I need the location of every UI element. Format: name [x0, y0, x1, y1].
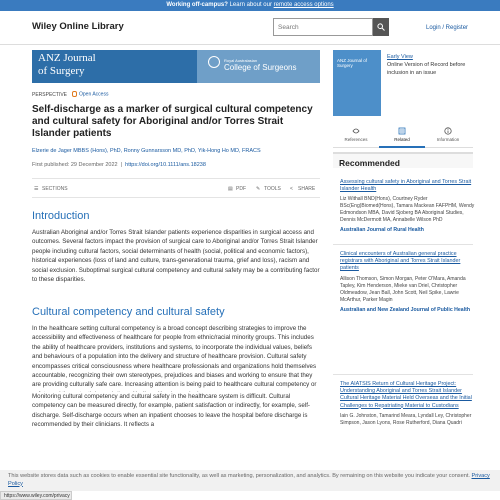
early-view-link[interactable]: Early View	[387, 54, 413, 60]
tab-related[interactable]	[379, 124, 425, 148]
tools-icon: ✎	[256, 186, 261, 192]
doi-link[interactable]: https://doi.org/10.1111/ans.18238	[125, 162, 206, 168]
tab-references[interactable]	[333, 124, 379, 148]
sidebar-tabs	[333, 124, 473, 148]
recommended-item	[340, 251, 475, 314]
recommended-journal[interactable]: Australian and New Zealand Journal of Public Health	[340, 306, 470, 313]
tab-related-label: Related	[394, 137, 410, 142]
cookie-banner	[0, 470, 500, 491]
info-icon	[444, 127, 452, 135]
tab-information[interactable]	[425, 124, 471, 148]
recommended-title-link[interactable]: Assessing cultural safety in Aboriginal and Torres Strait Islander Health	[340, 179, 472, 193]
first-published-date: 29 December 2022	[70, 162, 118, 168]
recommended-title-link[interactable]: Clinical encounters of Australian general practice registrars with Aboriginal and Torres Strait Islander patients	[340, 251, 461, 272]
first-published-label: First published:	[32, 162, 70, 168]
section-heading-cultural-competency: Cultural competency and cultural safety	[32, 306, 225, 318]
remote-access-text: Learn about our	[229, 2, 272, 8]
search-icon	[377, 23, 385, 31]
tools-button[interactable]: TOOLS	[264, 186, 281, 192]
sections-icon: ☰	[34, 186, 39, 192]
sections-button[interactable]: SECTIONS	[42, 186, 68, 192]
college-seal-icon	[208, 56, 220, 68]
recommended-authors: Allison Thomson, Simon Morgan, Peter O'Mara, Amanda Tapley, Kim Henderson, Mieke van Driel, Christopher Oldmeadow, Jean Ball, John Scott, Neil Spike, Lawrie McArthur, Parker Magin	[340, 275, 466, 303]
recommended-title-link[interactable]: The AIATSIS Return of Cultural Heritage Project: Understanding Aboriginal and Torres Strait Islander Cultural Heritage Material Held Overseas and the Initial Challenges to Repatriating Material to Custodians	[340, 381, 472, 409]
recommended-item	[340, 179, 475, 234]
open-access-icon	[72, 91, 77, 97]
article-type: PERSPECTIVE	[32, 92, 68, 98]
pdf-icon: ▤	[228, 186, 233, 192]
search-button[interactable]	[373, 18, 389, 36]
related-icon	[398, 127, 406, 135]
open-access-badge	[72, 91, 108, 97]
remote-access-bar	[0, 0, 500, 11]
pdf-button[interactable]: PDF	[236, 186, 246, 192]
share-button[interactable]: SHARE	[298, 186, 316, 192]
wiley-logo[interactable]: Wiley Online Library	[32, 21, 124, 32]
privacy-policy-link[interactable]: Privacy Policy	[8, 473, 490, 487]
search-input[interactable]: Search	[273, 18, 373, 36]
article-authors[interactable]: Elzerie de Jager MBBS (Hons), PhD, Ronny Gunnarsson MD, PhD, Yik-Hong Ho MD, FRACS	[32, 148, 261, 154]
open-access-label: Open Access	[79, 91, 109, 98]
intro-paragraph: Australian Aboriginal and/or Torres Strait Islander patients experience disparities in surgical access and outcomes. Several factors impact the provision of surgical care to Aboriginal and/or Torres Strait Islander people including cultural factors, social determinants of health (social, political and economic factors), historical experiences (loss of land and culture, trans-generational trauma, grief and loss), racism and social exclusion. Suboptimal surgical cultural competency and cultural safety may be a contributing factor to these disparities.	[32, 229, 320, 284]
recommended-divider	[333, 244, 473, 245]
tab-references-label: References	[344, 137, 368, 142]
site-header	[0, 11, 500, 45]
cultural-competency-paragraph: In the healthcare setting cultural competency is a broad concept describing strategies to improve the accessibility and effectiveness of healthcare for people from ethnic/racial minority groups. This includes the ability of healthcare providers, institutions and systems, to incorporate the individual values, beliefs and behaviours of a population into the delivery and structure of healthcare provision. Cultural safety encompasses critical consciousness where healthcare professionals and organizations hold themselves accountable, recognizing their own stereotypes, prejudices and biases and working to ensure that they are providing culturally safe care. Increasing attention is being paid to healthcare cultural competency or	[32, 325, 317, 389]
article-title: Self-discharge as a marker of surgical cultural competency and cultural safety for Aboriginal and/or Torres Strait Islander patients	[32, 104, 313, 139]
college-kicker: Royal Australasian	[224, 58, 258, 63]
recommended-item	[340, 381, 475, 427]
references-icon	[352, 127, 360, 135]
early-view-description: Online Version of Record before inclusion in an issue	[387, 62, 466, 76]
journal-title-line1: ANZ Journal	[38, 52, 96, 64]
recommended-heading: Recommended	[333, 152, 473, 168]
tab-information-label: Information	[436, 137, 460, 142]
journal-cover-image[interactable]	[333, 50, 381, 116]
article-toolbar	[32, 178, 320, 198]
recommended-authors: Iain G. Johnston, Tamarind Meara, Lyndall Ley, Christopher Simpson, Jason Lyons, Rose Rutherford, Diana Quadri	[340, 412, 472, 426]
status-bar-url: https://www.wiley.com/privacy	[0, 491, 72, 500]
publication-line: First published: 29 December 2022 | https://doi.org/10.1111/ans.18238	[32, 162, 206, 168]
recommended-authors: Liz Withall BND(Hons), Courtney Ryder BSc(Eng)Biomed(Hons), Tamara Mackean FAFPHM, Wendy Edmondson MBA, David Sjoberg BA Aboriginal Studies, Dennis McDermott MA, Annabelle Wilson PhD	[340, 196, 475, 224]
monitoring-paragraph: Monitoring cultural competency and cultural safety in the healthcare system is difficult. Cultural competency can be measured directly, for example, patient satisfaction or indirectly, for example, self-discharge. Self-discharge occurs when an inpatient chooses to leave the hospital before discharge is recommended by their clinicians. It reflects a	[32, 393, 310, 429]
intro-heading: Introduction	[32, 210, 90, 222]
college-name: College of Surgeons	[224, 63, 297, 72]
share-icon: <	[290, 186, 293, 192]
journal-title-line2: of Surgery	[38, 65, 85, 77]
recommended-divider	[333, 374, 473, 375]
cover-title: ANZ Journal of Surgery	[337, 58, 368, 68]
remote-access-link[interactable]: remote access options	[273, 2, 334, 8]
journal-banner[interactable]	[32, 50, 320, 83]
cookie-text: This website stores data such as cookies to enable essential site functionality, as well as marketing, personalization, and analytics. By remaining on this website you indicate your consent.	[8, 473, 470, 479]
login-register-link[interactable]: Login / Register	[426, 25, 469, 31]
off-campus-label: Working off-campus?	[166, 2, 228, 8]
recommended-journal[interactable]: Australian Journal of Rural Health	[340, 227, 424, 234]
